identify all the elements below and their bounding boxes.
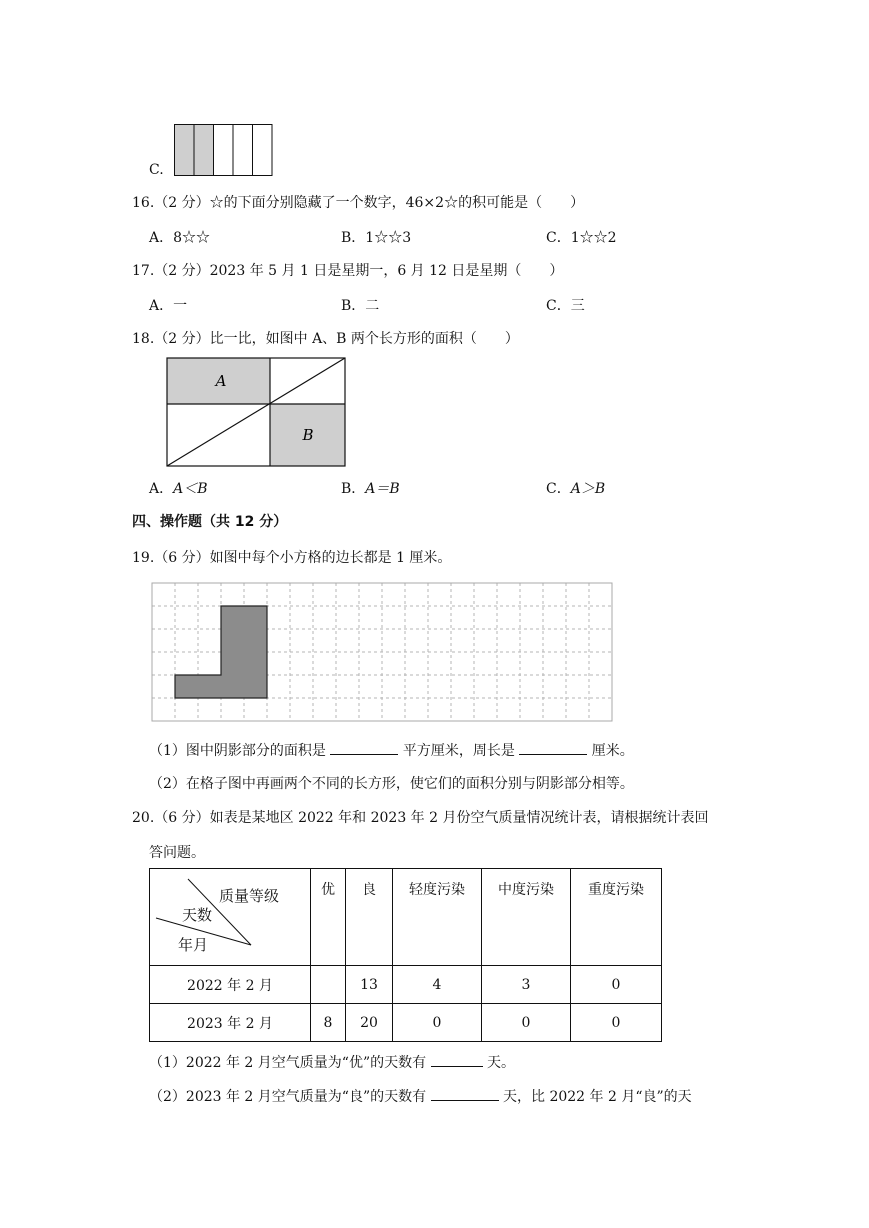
q18-label-a: A bbox=[215, 372, 227, 390]
q19-perimeter-answer-blank[interactable] bbox=[519, 740, 587, 755]
q20-stem-line1: 20.（6 分）如表是某地区 2022 年和 2023 年 2 月份空气质量情况统计表，请根据统计表回 bbox=[132, 810, 709, 826]
q18-stem: 18.（2 分）比一比，如图中 A、B 两个长方形的面积（ ） bbox=[132, 331, 519, 347]
q17-option-c[interactable]: C．三 bbox=[546, 298, 585, 314]
q17-option-b[interactable]: B．二 bbox=[341, 298, 380, 314]
column-header-excellent: 优 bbox=[311, 869, 346, 966]
table-cell: 3 bbox=[482, 966, 571, 1004]
q20-good-days-blank[interactable] bbox=[431, 1086, 499, 1101]
table-cell: 0 bbox=[571, 1004, 662, 1042]
q17-option-a[interactable]: A．一 bbox=[149, 298, 188, 314]
q15-option-c-label: C. bbox=[149, 162, 164, 178]
q20-stem-line2: 答问题。 bbox=[149, 845, 205, 861]
q19-stem: 19.（6 分）如图中每个小方格的边长都是 1 厘米。 bbox=[132, 550, 452, 566]
table-cell: 13 bbox=[346, 966, 393, 1004]
corner-days: 天数 bbox=[182, 906, 213, 924]
table-row bbox=[150, 1004, 662, 1042]
q16-stem: 16.（2 分）☆的下面分别隐藏了一个数字，46×2☆的积可能是（ ） bbox=[132, 195, 585, 211]
table-cell: 0 bbox=[482, 1004, 571, 1042]
column-header-light: 轻度污染 bbox=[393, 869, 482, 966]
row-label: 2022 年 2 月 bbox=[150, 966, 311, 1004]
column-header-moderate: 中度污染 bbox=[482, 869, 571, 966]
corner-year-month: 年月 bbox=[178, 936, 209, 954]
q20-sub1: （1）2022 年 2 月空气质量为“优”的天数有 天。 bbox=[149, 1052, 515, 1072]
q19-sub2: （2）在格子图中再画两个不同的长方形，使它们的面积分别与阴影部分相等。 bbox=[149, 776, 634, 792]
q20-excellent-days-blank[interactable] bbox=[431, 1052, 483, 1067]
q17-stem: 17.（2 分）2023 年 5 月 1 日是星期一，6 月 12 日是星期（ ） bbox=[132, 263, 564, 279]
q19-sub1: （1）图中阴影部分的面积是 平方厘米，周长是 厘米。 bbox=[149, 740, 634, 760]
air-quality-table bbox=[149, 868, 662, 1042]
q18-option-a[interactable]: A．A＜B bbox=[149, 481, 208, 497]
q19-area-answer-blank[interactable] bbox=[330, 740, 398, 755]
table-cell: 8 bbox=[311, 1004, 346, 1042]
q18-option-c[interactable]: C．A＞B bbox=[546, 481, 606, 497]
section-title: 四、操作题（共 12 分） bbox=[132, 514, 288, 530]
row-label: 2023 年 2 月 bbox=[150, 1004, 311, 1042]
table-row bbox=[150, 966, 662, 1004]
corner-quality-level: 质量等级 bbox=[219, 887, 280, 905]
table-cell: 4 bbox=[393, 966, 482, 1004]
column-header-good: 良 bbox=[346, 869, 393, 966]
q16-option-c[interactable]: C．1☆☆2 bbox=[546, 230, 617, 246]
q19-grid-figure bbox=[151, 582, 630, 720]
q20-sub2: （2）2023 年 2 月空气质量为“良”的天数有 天，比 2022 年 2 月“良”的天 bbox=[149, 1086, 692, 1106]
table-cell: 0 bbox=[393, 1004, 482, 1042]
column-header-heavy: 重度污染 bbox=[571, 869, 662, 966]
table-corner-cell bbox=[150, 869, 311, 966]
table-cell: 0 bbox=[571, 966, 662, 1004]
q18-label-b: B bbox=[302, 426, 314, 444]
q16-option-b[interactable]: B．1☆☆3 bbox=[341, 230, 412, 246]
table-cell[interactable] bbox=[311, 966, 346, 1004]
q16-option-a[interactable]: A．8☆☆ bbox=[149, 230, 211, 246]
q18-rectangle-figure bbox=[166, 357, 348, 469]
q18-option-b[interactable]: B．A＝B bbox=[341, 481, 400, 497]
q15-option-c-strip-figure bbox=[174, 124, 274, 178]
table-cell: 20 bbox=[346, 1004, 393, 1042]
